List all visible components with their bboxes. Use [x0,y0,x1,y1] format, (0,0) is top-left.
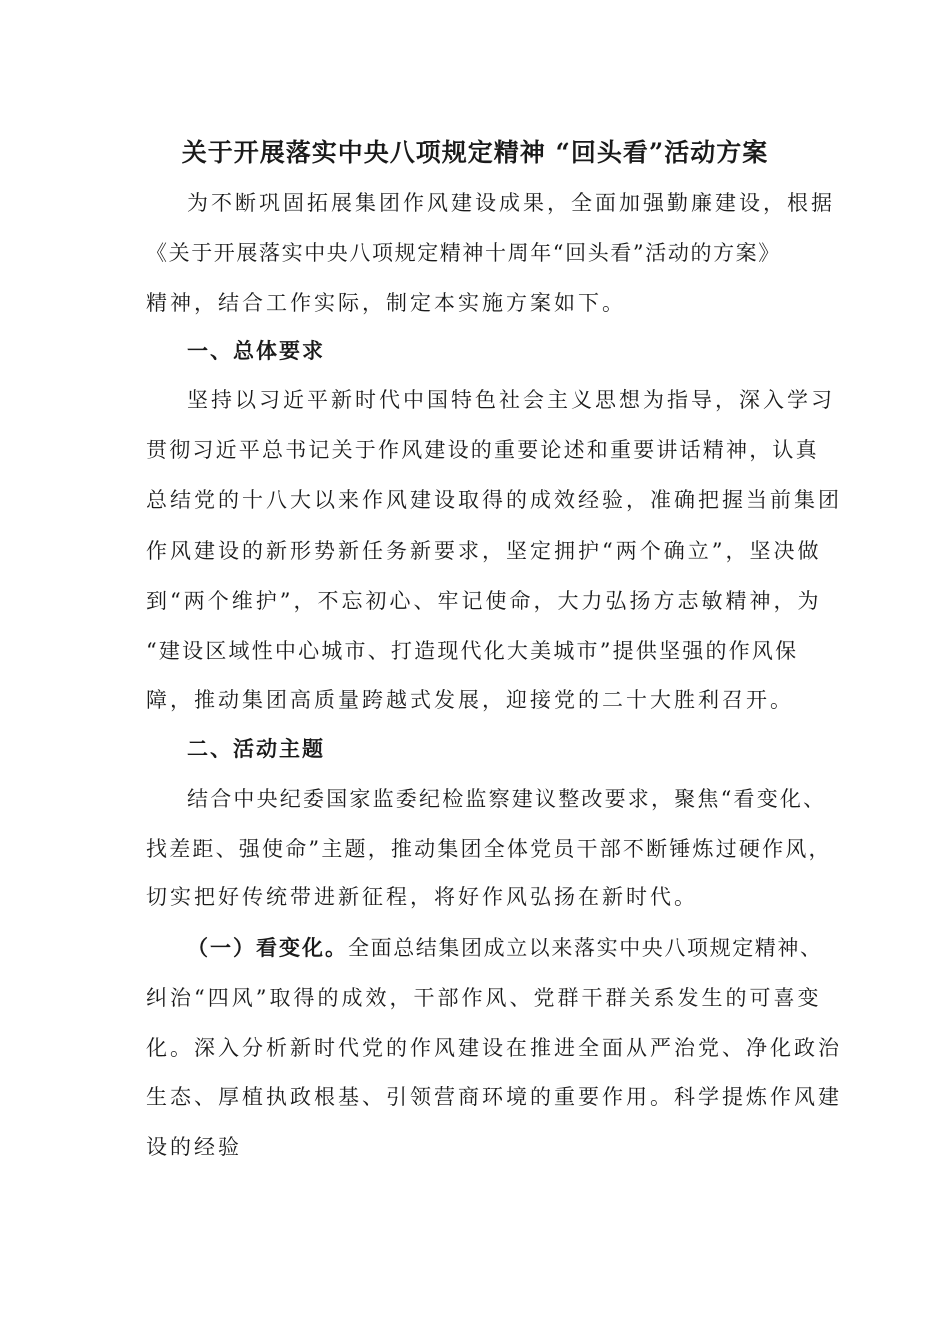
section-heading: 一、总体要求 [187,338,325,363]
document-title: 关于开展落实中央八项规定精神 “回头看”活动方案 [181,138,769,167]
paragraph-line: 贯彻习近平总书记关于作风建设的重要论述和重要讲话精神，认真 [146,438,819,462]
subsection-first-line [187,932,823,964]
paragraph-line: 障，推动集团高质量跨越式发展，迎接党的二十大胜利召开。 [146,688,794,712]
paragraph-line: 到“两个维护”，不忘初心、牢记使命，大力弘扬方志敏精神，为 [146,589,822,613]
paragraph-line: 总结党的十八大以来作风建设取得的成效经验，准确把握当前集团 [146,488,842,512]
paragraph-line: 结合中央纪委国家监委纪检监察建议整改要求，聚焦“看变化、 [187,787,827,811]
subsection-lead: （一）看变化。 [187,935,348,960]
paragraph-line: “建设区域性中心城市、打造现代化大美城市”提供坚强的作风保 [146,639,799,663]
subsection-text: 全面总结集团成立以来落实中央八项规定精神、 [348,936,823,960]
paragraph-line: 找差距、强使命”主题，推动集团全体党员干部不断锤炼过硬作风， [146,837,832,861]
paragraph-line: 生态、厚植执政根基、引领营商环境的重要作用。科学提炼作风建 [146,1085,842,1109]
paragraph-line: 作风建设的新形势新任务新要求，坚定拥护“两个确立”，坚决做 [146,539,822,563]
intro-line: 为不断巩固拓展集团作风建设成果，全面加强勤廉建设，根据 [187,191,835,215]
paragraph-line: 切实把好传统带进新征程，将好作风弘扬在新时代。 [146,885,698,909]
paragraph-line: 设的经验 [146,1135,242,1159]
paragraph-line: 坚持以习近平新时代中国特色社会主义思想为指导，深入学习 [187,388,835,412]
paragraph-line: 纠治“四风”取得的成效，干部作风、党群干群关系发生的可喜变 [146,986,822,1010]
intro-line: 精神，结合工作实际，制定本实施方案如下。 [146,291,626,315]
section-heading: 二、活动主题 [187,736,325,761]
intro-line: 《关于开展落实中央八项规定精神十周年“回头看”活动的方案》 [146,241,781,265]
paragraph-line: 化。深入分析新时代党的作风建设在推进全面从严治党、净化政治 [146,1036,842,1060]
